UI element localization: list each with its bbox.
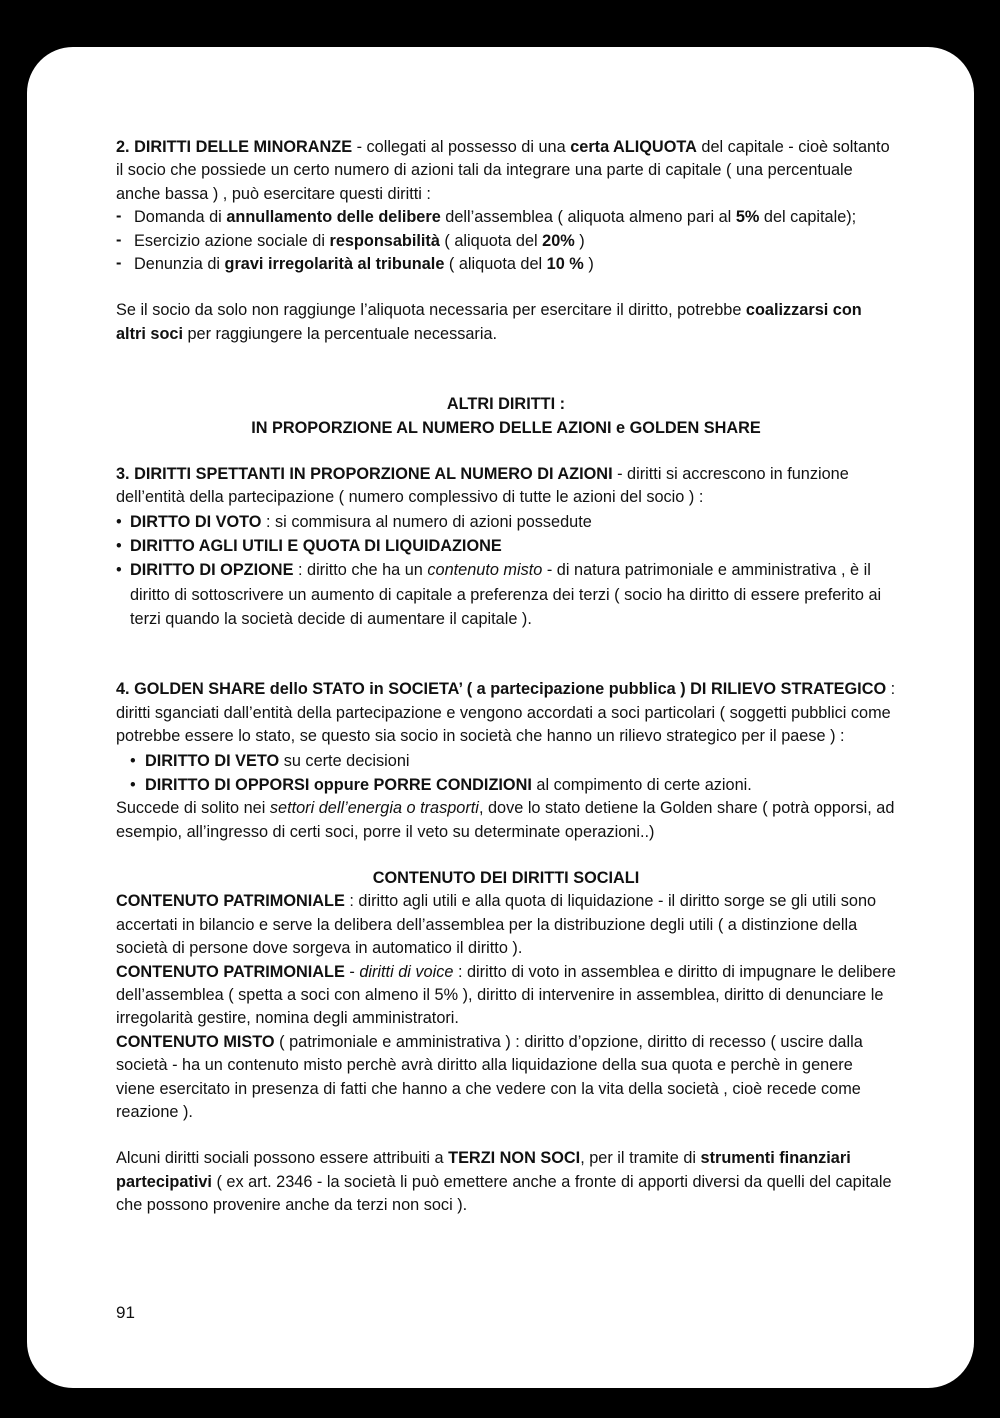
- section-4-heading: 4. GOLDEN SHARE dello STATO in SOCIETA’ ( a partecipazione pubblica ) DI RILIEVO STRATEGICO: [116, 680, 887, 699]
- section-3-intro: 3. DIRITTI SPETTANTI IN PROPORZIONE AL NUMERO DI AZIONI - diritti si accrescono in funzione dell’entità della partecipazione ( numero complessivo di tutte le azioni del socio ) :: [116, 465, 849, 507]
- list-item: • DIRTTO DI VOTO : si commisura al numero di azioni possedute: [116, 510, 896, 534]
- proportional-rights-list: [116, 510, 896, 631]
- altri-diritti-title: ALTRI DIRITTI :: [446, 395, 566, 414]
- list-item: - Esercizio azione sociale di responsabilità ( aliquota del 20% ): [116, 230, 896, 253]
- section-2-note: Se il socio da solo non raggiunge l’aliquota necessaria per esercitare il diritto, potrebbe coalizzarsi con altri soci per raggiungere la percentuale necessaria.: [116, 301, 862, 343]
- final-paragraph: Alcuni diritti sociali possono essere attribuiti a TERZI NON SOCI, per il tramite di strumenti finanziari partecipativi ( ex art. 2346 - la società li può emettere anche a fronte di apporti diversi da quelli del capitale che possono provenire anche da terzi non soci ).: [116, 1149, 892, 1215]
- list-item: • DIRITTO AGLI UTILI E QUOTA DI LIQUIDAZIONE: [116, 534, 896, 558]
- contenuto-title: CONTENUTO DEI DIRITTI SOCIALI: [372, 868, 640, 887]
- section-2-heading: 2. DIRITTI DELLE MINORANZE: [116, 138, 353, 156]
- list-item: • DIRITTO DI VETO su certe decisioni: [116, 749, 896, 773]
- section-3-heading: 3. DIRITTI SPETTANTI IN PROPORZIONE AL NUMERO DI AZIONI: [116, 465, 613, 484]
- contenuto-voice: CONTENUTO PATRIMONIALE - diritti di voice : diritto di voto in assemblea e diritto di impugnare le delibere dell’assemblea ( spetta a soci con almeno il 5% ), diritto di intervenire in assemblea, diritto di denunciare le irregolarità gestire, nomina degli amministratori.: [116, 962, 896, 1028]
- contenuto-patrimoniale: CONTENUTO PATRIMONIALE : diritto agli utili e alla quota di liquidazione - il diritto sorge se gli utili sono accertati in bilancio e serve la delibera dell’assemblea per la distribuzione degli utili ( a distinzione della società di persone dove sorgeva in automatico il diritto ).: [116, 892, 877, 958]
- list-item: - Denunzia di gravi irregolarità al tribunale ( aliquota del 10 % ): [116, 253, 896, 276]
- golden-share-list: [116, 749, 896, 798]
- section-2-intro: 2. DIRITTI DELLE MINORANZE - collegati al possesso di una certa ALIQUOTA del capitale - cioè soltanto il socio che possiede un certo numero di azioni tali da integrare una parte di capitale ( una percentuale anche bassa ) , può esercitare questi diritti :: [116, 138, 890, 203]
- list-item: - Domanda di annullamento delle delibere dell’assemblea ( aliquota almeno pari al 5% del capitale);: [116, 206, 896, 229]
- list-item: • DIRITTO DI OPZIONE : diritto che ha un contenuto misto - di natura patrimoniale e amministrativa , è il diritto di sottoscrivere un aumento di capitale a preferenza dei terzi ( socio ha diritto di essere preferito ai terzi quando la società decide di aumentare il capitale ).: [116, 558, 896, 631]
- page-number: 91: [116, 1303, 135, 1322]
- minority-rights-list: [116, 206, 896, 276]
- altri-diritti-subtitle: IN PROPORZIONE AL NUMERO DELLE AZIONI e GOLDEN SHARE: [251, 418, 761, 437]
- section-4-note: Succede di solito nei settori dell’energia o trasporti, dove lo stato detiene la Golden share ( potrà opporsi, ad esempio, all’ingresso di certi soci, porre il veto su determinate operazioni..): [116, 799, 895, 841]
- section-4-intro: 4. GOLDEN SHARE dello STATO in SOCIETA’ ( a partecipazione pubblica ) DI RILIEVO STRATEGICO : diritti sganciati dall’entità della partecipazione e vengono accordati a soci particolari ( soggetti pubblici come potrebbe essere lo stato, se questo sia socio in società che hanno un rilievo strategico per il paese ) :: [116, 680, 896, 746]
- list-item: • DIRITTO DI OPPORSI oppure PORRE CONDIZIONI al compimento di certe azioni.: [116, 773, 896, 797]
- page-content: [116, 136, 896, 1218]
- page-sheet: [27, 47, 974, 1388]
- contenuto-misto: CONTENUTO MISTO ( patrimoniale e amministrativa ) : diritto d’opzione, diritto di recesso ( uscire dalla società - ha un contenuto misto perchè avrà diritto alla liquidazione della sua quota e perchè in genere viene esercitato in presenza di fatti che hanno a che vedere con la vita della società , cioè recede come reazione ).: [116, 1032, 863, 1122]
